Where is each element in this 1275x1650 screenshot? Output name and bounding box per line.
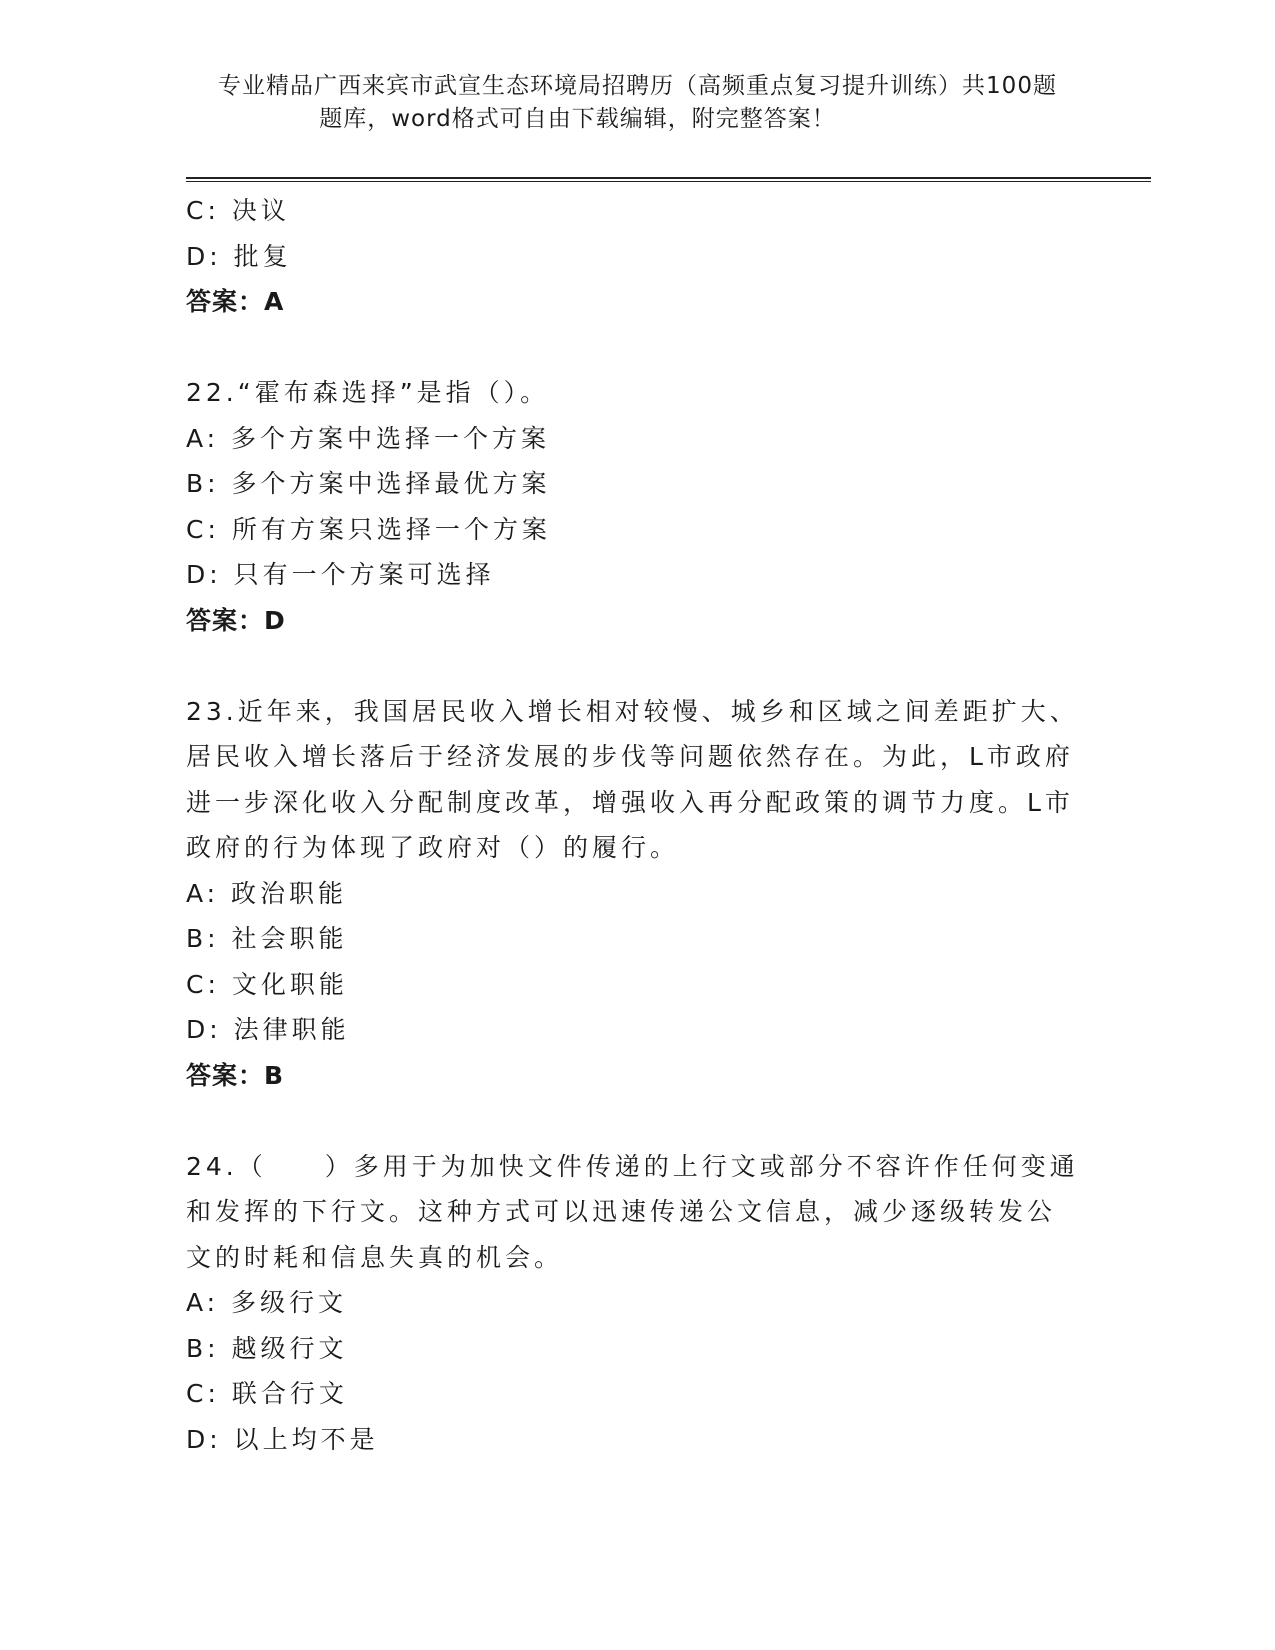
option-b: B: 社会职能: [186, 924, 348, 953]
option-c: C: 决议: [186, 196, 290, 225]
option-b: B: 多个方案中选择最优方案: [186, 469, 551, 498]
question-23: [186, 689, 1086, 1099]
header-title-line2: 题库，word格式可自由下载编辑，附完整答案！: [319, 106, 836, 132]
question-stem-line: 和发挥的下行文。这种方式可以迅速传递公文信息，减少逐级转发公: [186, 1197, 1057, 1226]
option-b: B: 越级行文: [186, 1333, 348, 1363]
question-spacer: [186, 1098, 1086, 1144]
question-stem-line: 进一步深化收入分配制度改革，增强收入再分配政策的调节力度。L市: [186, 787, 1074, 817]
question-24: [186, 1144, 1086, 1463]
option-d: D: 批复: [186, 241, 292, 271]
answer-line: 答案：A: [186, 287, 285, 316]
question-stem-line: 文的时耗和信息失真的机会。: [186, 1242, 564, 1272]
header-divider: [186, 177, 1151, 182]
question-spacer: [186, 643, 1086, 689]
option-a: A: 多级行文: [186, 1288, 348, 1317]
question-22: [186, 370, 1086, 643]
question-stem-line: 23.近年来，我国居民收入增长相对较慢、城乡和区域之间差距扩大、: [186, 696, 1079, 726]
document-body: [186, 188, 1086, 1462]
question-stem: [186, 370, 1086, 416]
question-stem-line: 政府的行为体现了政府对（）的履行。: [186, 833, 680, 862]
option-c: C: 联合行文: [186, 1379, 348, 1408]
question-stem-line: 24.（ ）多用于为加快文件传递的上行文或部分不容许作任何变通: [186, 1151, 1079, 1181]
question-stem-line: 居民收入增长落后于经济发展的步伐等问题依然存在。为此，L市政府: [186, 742, 1074, 771]
option-d: D: 法律职能: [186, 1015, 350, 1044]
option-c: C: 文化职能: [186, 969, 348, 999]
answer-line: 答案：D: [186, 605, 286, 635]
question-21-continuation: [186, 188, 1086, 325]
header-title-line1: 专业精品广西来宾市武宣生态环境局招聘历（高频重点复习提升训练）共100题: [218, 73, 1057, 99]
question-stem: [186, 689, 1086, 871]
option-d: D: 只有一个方案可选择: [186, 560, 495, 589]
option-a: A: 政治职能: [186, 878, 348, 908]
answer-line: 答案：B: [186, 1060, 285, 1090]
question-stem: [186, 1144, 1086, 1281]
option-d: D: 以上均不是: [186, 1424, 379, 1454]
option-c: C: 所有方案只选择一个方案: [186, 514, 551, 544]
question-spacer: [186, 325, 1086, 371]
page-header: [0, 70, 1275, 136]
option-a: A: 多个方案中选择一个方案: [186, 423, 551, 453]
question-stem-line: 22.“霍布森选择”是指（）。: [186, 378, 550, 407]
